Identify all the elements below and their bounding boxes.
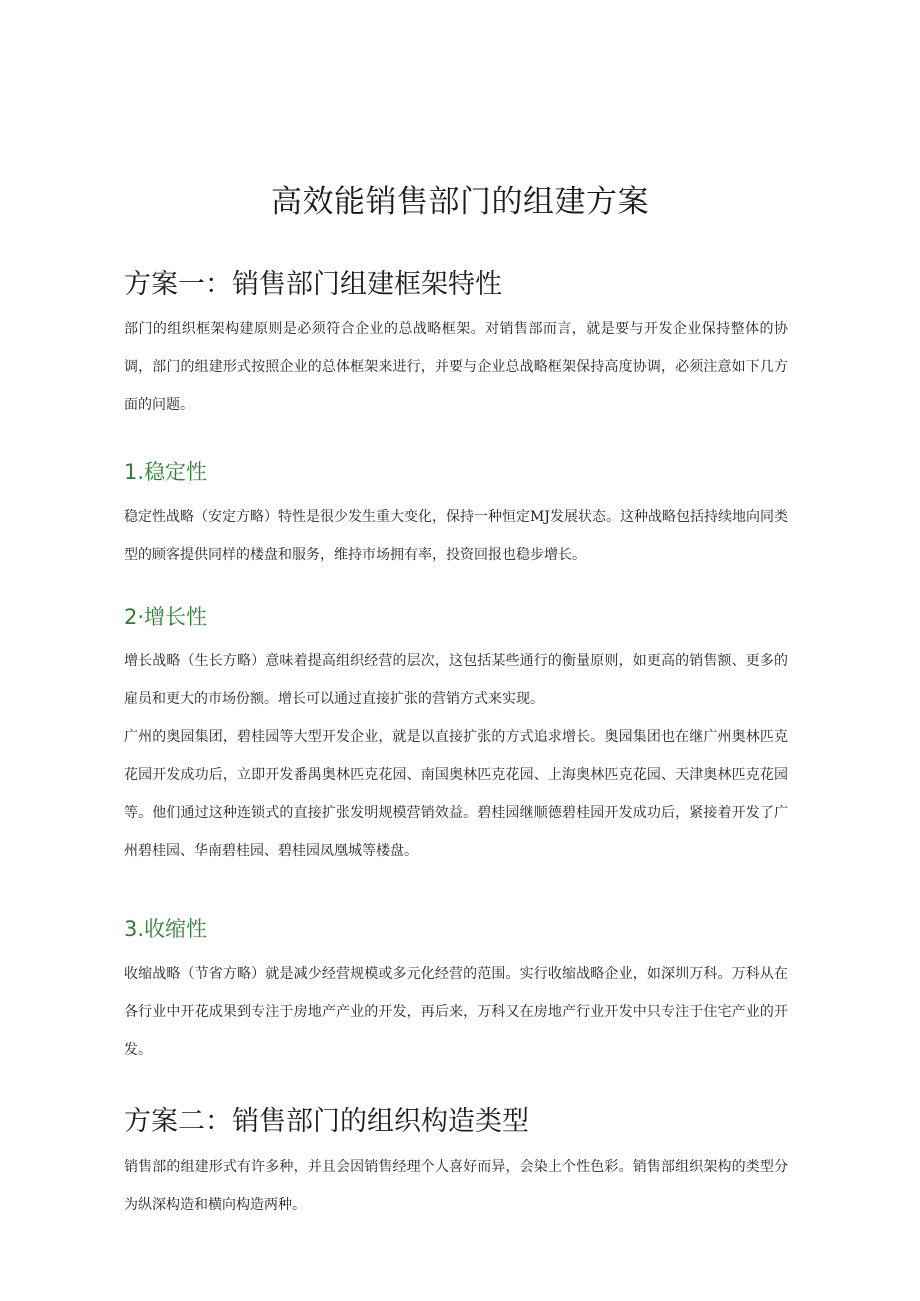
- section-heading-plan-one: 方案一：销售部门组建框架特性: [124, 269, 502, 300]
- paragraph-contraction: 收缩战略（节省方略）就是减少经营规模或多元化经营的范围。实行收缩战略企业，如深圳万科。万科从在各行业中开花成果到专注于房地产产业的开发，再后来，万科又在房地产行业开发中只专注于住宅产业的开发。: [124, 966, 788, 1058]
- subsection-heading-growth: 2·增长性: [124, 605, 208, 629]
- document-title: 高效能销售部门的组建方案: [271, 184, 649, 220]
- subsection-heading-stability: 1.稳定性: [124, 460, 208, 484]
- paragraph-stability: 稳定性战略（安定方略）特性是很少发生重大变化，保持一种恒定MJ发展状态。这种战略包括持续地向同类型的顾客提供同样的楼盘和服务，维持市场拥有率，投资回报也稳步增长。: [124, 509, 788, 563]
- section-intro-plan-two: 销售部的组建形式有许多种，并且会因销售经理个人喜好而异，会染上个性色彩。销售部组织架构的类型分为纵深构造和横向构造两种。: [124, 1159, 788, 1213]
- section-heading-plan-two: 方案二：销售部门的组织构造类型: [124, 1106, 529, 1137]
- paragraph-growth-2: 广州的奥园集团，碧桂园等大型开发企业，就是以直接扩张的方式追求增长。奥园集团也在继广州奥林匹克花园开发成功后，立即开发番禺奥林匹克花园、南国奥林匹克花园、上海奥林匹克花园、天津奥林匹克花园等。他们通过这种连锁式的直接扩张发明规模营销效益。碧桂园继顺德碧桂园开发成功后，紧接着开发了广州碧桂园、华南碧桂园、碧桂园凤凰城等楼盘。: [124, 729, 788, 859]
- section-intro-plan-one: 部门的组织框架构建原则是必须符合企业的总战略框架。对销售部而言，就是要与开发企业保持整体的协调，部门的组建形式按照企业的总体框架来进行，并要与企业总战略框架保持高度协调，必须注意如下几方面的问题。: [124, 321, 788, 413]
- paragraph-growth-1: 增长战略（生长方略）意味着提高组织经营的层次，这包括某些通行的衡量原则，如更高的销售额、更多的雇员和更大的市场份额。增长可以通过直接扩张的营销方式来实现。: [124, 653, 788, 707]
- subsection-heading-contraction: 3.收缩性: [124, 917, 208, 941]
